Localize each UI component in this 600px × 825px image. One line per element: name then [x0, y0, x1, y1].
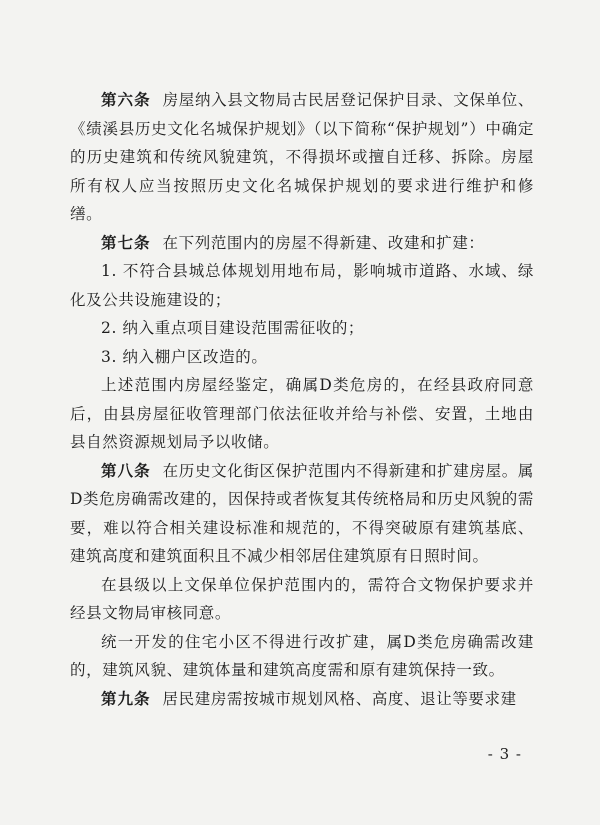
paragraph-article-8 [70, 457, 534, 571]
paragraph-text: 在下列范围内的房屋不得新建、改建和扩建： [162, 233, 485, 252]
article-heading: 第九条 [101, 688, 151, 708]
article-heading: 第八条 [101, 460, 151, 480]
paragraph: 上述范围内房屋经鉴定，确属D类危房的，在经县政府同意后，由县房屋征收管理部门依法征收并给与补偿、安置，土地由县自然资源规划局予以收储。 [70, 376, 534, 451]
paragraph-text: 在历史文化街区保护范围内不得新建和扩建房屋。属D类危房确需改建的，因保持或者恢复其传统格局和历史风貌的需要，难以符合相关建设标准和规范的，不得突破原有建筑基底、建筑高度和建筑面积且不减少相邻居住建筑原有日照时间。 [70, 461, 534, 565]
list-item: 1. 不符合县城总体规划用地布局，影响城市道路、水域、绿化及公共设施建设的； [70, 262, 534, 309]
article-heading: 第七条 [101, 232, 151, 252]
paragraph: 在县级以上文保单位保护范围内的，需符合文物保护要求并经县文物局审核同意。 [70, 575, 534, 622]
paragraph-article-7 [70, 229, 534, 258]
article-heading: 第六条 [101, 90, 151, 109]
paragraph-text: 房屋纳入县文物局古民居登记保护目录、文保单位、《绩溪县历史文化名城保护规划》（以下简称“保护规划”）中确定的历史建筑和传统风貌建筑，不得损坏或擅自迁移、拆除。房屋所有权人应当按照历史文化名城保护规划的要求进行维护和修缮。 [70, 91, 534, 223]
paragraph-article-6 [70, 86, 534, 229]
paragraph: 统一开发的住宅小区不得进行改扩建，属D类危房确需改建的，建筑风貌、建筑体量和建筑高度需和原有建筑保持一致。 [70, 632, 534, 679]
body-text [70, 86, 534, 713]
page-number: - 3 - [487, 745, 522, 763]
paragraph-text: 居民建房需按城市规划风格、高度、退让等要求建 [162, 689, 517, 708]
list-item: 3. 纳入棚户区改造的。 [101, 347, 268, 366]
list-item: 2. 纳入重点项目建设范围需征收的； [101, 319, 365, 337]
paragraph-article-9 [70, 685, 534, 714]
